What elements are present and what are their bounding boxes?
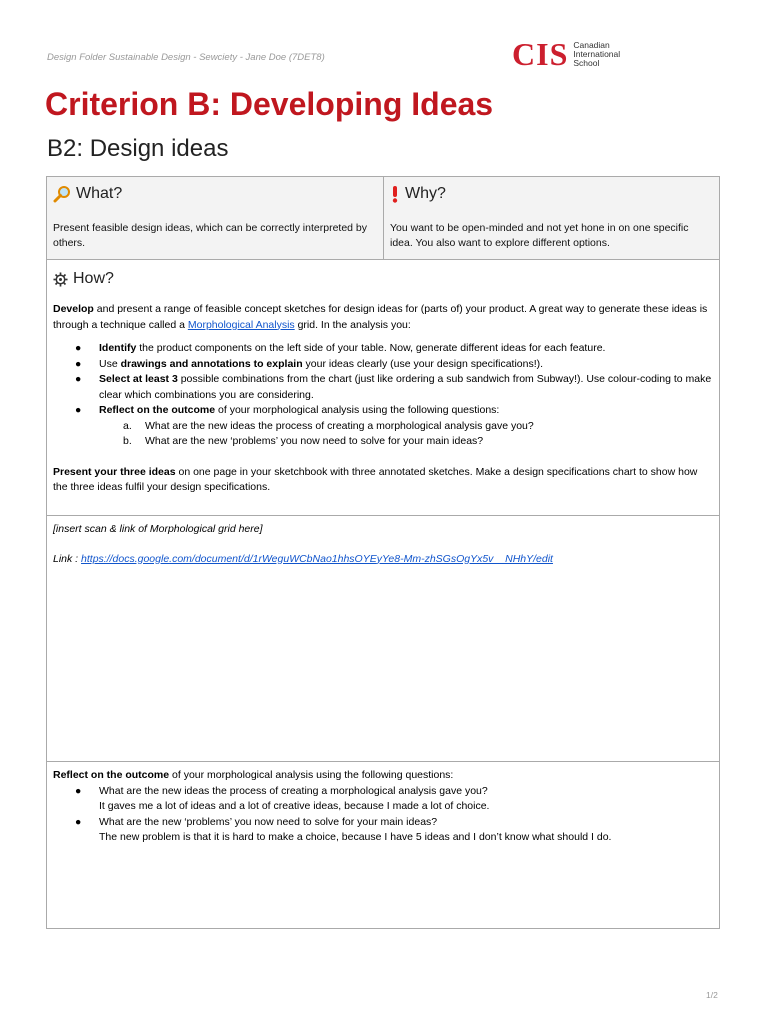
bullet-text: of your morphological analysis using the following questions: [215,404,500,416]
bullet-bold: Select at least 3 [99,373,178,385]
bullet-bold: Reflect on the outcome [99,404,216,416]
reflect-list [53,784,713,846]
bullet-icon: ● [75,373,82,385]
sub-marker: b. [123,435,132,447]
bullet-icon: ● [75,784,82,797]
why-heading-label: Why? [405,185,446,202]
morphological-grid-link[interactable]: https://docs.google.com/document/d/1rWeguWCbNao1hhsOYEyYe8-Mm-zhSGsOgYx5v__NHhY/edit [81,552,553,565]
scan-row [47,516,719,762]
reflect-answer: The new problem is that it is hard to make a choice, because I have 5 ideas and I don’t know what should I do. [99,831,612,843]
bullet-text: the product components on the left side of your table. Now, generate different ideas for each feature. [136,342,606,354]
bullet-pre: Use [99,357,121,370]
reflect-intro-text: of your morphological analysis using the following questions: [169,769,454,781]
link-label: Link : [53,552,82,565]
bullet-icon: ● [75,357,82,370]
list-item [53,815,713,846]
bullet-icon: ● [75,404,82,416]
exclamation-icon [390,185,400,203]
list-item [53,403,713,450]
sub-text: What are the new ideas the process of creating a morphological analysis gave you? [145,419,534,432]
present-text: on one page in your sketchbook with three annotated sketches. Make a design specifications chart to show how the three ideas fulfil your design specifications. [53,465,698,493]
sub-list-item [53,434,713,450]
how-intro-text: and present a range of feasible concept sketches for design ideas for (parts of) your product. A great way to generate these ideas is through a technique called a [53,303,708,331]
how-row [47,260,719,516]
list-item [53,372,713,403]
document-header: Design Folder Sustainable Design - Sewciety - Jane Doe (7DET8) [47,52,325,63]
what-why-row [47,177,719,260]
reflect-question: What are the new ideas the process of creating a morphological analysis gave you? [99,784,488,797]
logo-mark: CIS [512,36,569,72]
list-item [53,341,713,357]
present-paragraph [53,465,713,496]
reflect-intro [53,768,713,784]
why-cell [384,177,719,259]
how-intro-end: grid. In the analysis you: [294,318,411,331]
how-intro [53,302,713,333]
what-heading-label: What? [76,185,123,202]
bullet-icon: ● [75,342,82,354]
how-intro-bold: Develop [53,303,94,315]
what-cell [47,177,384,259]
cis-logo [512,36,621,72]
why-heading [390,183,713,205]
how-heading [53,268,713,290]
reflect-question: What are the new ‘problems’ you now need to solve for your main ideas? [99,815,438,828]
sub-text: What are the new ‘problems’ you now need to solve for your main ideas? [145,435,484,447]
logo-text [573,41,620,68]
list-item [53,784,713,815]
gear-icon [53,272,68,287]
sub-list-item [53,419,713,435]
bullet-text: possible combinations from the chart (just like ordering a sub sandwich from Subway!). Use colour-coding to make clear which combinations you are considering. [99,373,712,401]
bullet-text: your ideas clearly (use your design specifications!). [302,357,544,370]
bullet-bold: drawings and annotations to explain [120,357,303,370]
bullet-icon: ● [75,815,82,828]
bullet-bold: Identify [99,342,137,354]
logo-line: School [573,57,600,68]
morphological-analysis-link[interactable]: Morphological Analysis [187,318,295,331]
what-body: Present feasible design ideas, which can be correctly interpreted by others. [53,222,368,249]
sub-list [53,419,713,450]
page-title: Criterion B: Developing Ideas [45,86,494,122]
scan-placeholder: [insert scan & link of Morphological grid here] [53,523,263,535]
why-body: You want to be open-minded and not yet hone in on one specific idea. You also want to explore different options. [390,222,689,249]
present-bold: Present your three ideas [53,465,176,478]
magnifier-icon [53,185,71,203]
scan-link-line [53,552,713,568]
list-item [53,357,713,373]
how-bullet-list [53,341,713,450]
reflect-answer: It gaves me a lot of ideas and a lot of creative ideas, because I made a lot of choice. [99,800,490,812]
reflect-row [47,762,719,928]
section-subtitle: B2: Design ideas [47,135,229,162]
logo-line: Canadian [573,39,610,50]
sub-marker: a. [123,419,132,432]
how-heading-label: How? [73,270,114,287]
criterion-table [46,176,720,929]
what-heading [53,183,377,205]
logo-line: International [573,48,621,59]
page-number: 1/2 [706,990,718,1000]
reflect-intro-bold: Reflect on the outcome [53,769,170,781]
